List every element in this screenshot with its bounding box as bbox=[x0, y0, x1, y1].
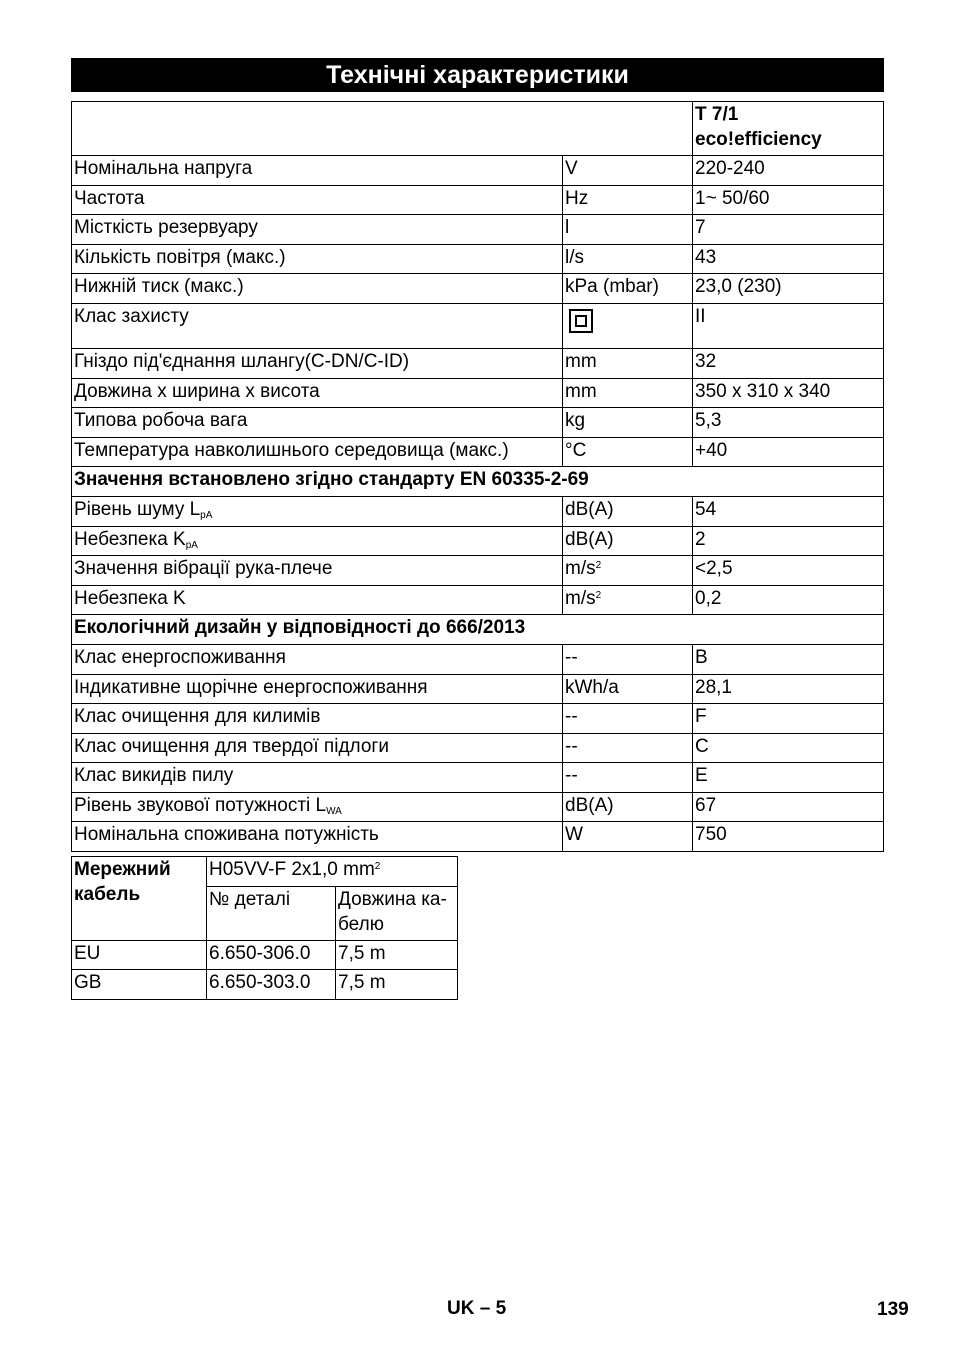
row-name: Клас викидів пилу bbox=[72, 763, 563, 793]
row-unit bbox=[563, 303, 693, 348]
table-row bbox=[72, 585, 884, 615]
row-unit: W bbox=[563, 822, 693, 852]
row-name: Типова робоча вага bbox=[72, 408, 563, 438]
row-value: E bbox=[693, 763, 884, 793]
row-unit: $m/s^2$ bbox=[563, 585, 693, 615]
table-row bbox=[72, 348, 884, 378]
table-row bbox=[72, 822, 884, 852]
cable-region: EU bbox=[72, 940, 207, 970]
row-unit: mm bbox=[563, 378, 693, 408]
page-number: 139 bbox=[877, 1299, 909, 1320]
section-header-row bbox=[72, 615, 884, 645]
cable-part: 6.650-303.0 bbox=[207, 970, 336, 1000]
table-row bbox=[72, 526, 884, 556]
cable-label: Мережний кабель bbox=[72, 857, 207, 941]
row-unit: dB(A) bbox=[563, 792, 693, 822]
row-unit: -- bbox=[563, 733, 693, 763]
row-unit: l/s bbox=[563, 244, 693, 274]
cable-length: 7,5 m bbox=[336, 970, 458, 1000]
table-row bbox=[72, 704, 884, 734]
row-name: Рівень шуму $L_{pA}$ bbox=[72, 496, 563, 526]
cable-header-row bbox=[72, 857, 458, 887]
row-name: Рівень звукової потужності $L_{WA}$ bbox=[72, 792, 563, 822]
row-unit: V bbox=[563, 156, 693, 186]
row-name: Частота bbox=[72, 185, 563, 215]
table-row-protection-class bbox=[72, 303, 884, 348]
protection-class-ii-icon bbox=[569, 309, 593, 333]
table-row bbox=[72, 185, 884, 215]
row-value: <2,5 bbox=[693, 556, 884, 586]
row-name: Місткість резервуару bbox=[72, 215, 563, 245]
row-name: Індикативне щорічне енергоспоживання bbox=[72, 674, 563, 704]
row-name: Гніздо під'єднання шлангу(C-DN/C-ID) bbox=[72, 348, 563, 378]
section-title: Значення встановлено згідно стандарту EN 60335-2-69 bbox=[72, 467, 884, 497]
cable-region: GB bbox=[72, 970, 207, 1000]
table-row bbox=[72, 644, 884, 674]
row-value: 220-240 bbox=[693, 156, 884, 186]
row-unit: -- bbox=[563, 704, 693, 734]
row-value: 0,2 bbox=[693, 585, 884, 615]
table-row bbox=[72, 940, 458, 970]
row-unit: dB(A) bbox=[563, 496, 693, 526]
row-unit: -- bbox=[563, 644, 693, 674]
table-row bbox=[72, 378, 884, 408]
row-name: Номінальна напруга bbox=[72, 156, 563, 186]
table-row bbox=[72, 437, 884, 467]
row-name: Клас очищення для килимів bbox=[72, 704, 563, 734]
row-value: 67 bbox=[693, 792, 884, 822]
table-row bbox=[72, 408, 884, 438]
table-row bbox=[72, 215, 884, 245]
table-row bbox=[72, 970, 458, 1000]
page-title: Технічні характеристики bbox=[71, 58, 884, 92]
table-row bbox=[72, 156, 884, 186]
row-name: Нижній тиск (макс.) bbox=[72, 274, 563, 304]
row-value: 54 bbox=[693, 496, 884, 526]
row-unit: °C bbox=[563, 437, 693, 467]
section-title: Екологічний дизайн у відповідності до 666/2013 bbox=[72, 615, 884, 645]
row-name: Клас захисту bbox=[72, 303, 563, 348]
row-value: C bbox=[693, 733, 884, 763]
row-unit: Hz bbox=[563, 185, 693, 215]
table-row bbox=[72, 274, 884, 304]
header-empty-cell bbox=[72, 102, 693, 156]
row-value: 43 bbox=[693, 244, 884, 274]
row-value: F bbox=[693, 704, 884, 734]
row-name: Кількість повітря (макс.) bbox=[72, 244, 563, 274]
row-value: 7 bbox=[693, 215, 884, 245]
row-value: 750 bbox=[693, 822, 884, 852]
row-unit: kg bbox=[563, 408, 693, 438]
model-header bbox=[693, 102, 884, 156]
row-unit: $m/s^2$ bbox=[563, 556, 693, 586]
table-row bbox=[72, 763, 884, 793]
table-row bbox=[72, 556, 884, 586]
table-row bbox=[72, 792, 884, 822]
row-value: B bbox=[693, 644, 884, 674]
row-name: Довжина х ширина х висота bbox=[72, 378, 563, 408]
technical-data-table bbox=[71, 101, 884, 852]
table-row bbox=[72, 674, 884, 704]
cable-length: 7,5 m bbox=[336, 940, 458, 970]
row-value: 5,3 bbox=[693, 408, 884, 438]
row-name: Значення вібрації рука-плече bbox=[72, 556, 563, 586]
cable-part: 6.650-306.0 bbox=[207, 940, 336, 970]
row-name: Небезпека $K_{pA}$ bbox=[72, 526, 563, 556]
row-unit: dB(A) bbox=[563, 526, 693, 556]
row-value: 32 bbox=[693, 348, 884, 378]
row-unit: l bbox=[563, 215, 693, 245]
model-suffix: eco!efficiency bbox=[695, 129, 822, 150]
row-value: 28,1 bbox=[693, 674, 884, 704]
row-unit: mm bbox=[563, 348, 693, 378]
row-value: +40 bbox=[693, 437, 884, 467]
row-unit: -- bbox=[563, 763, 693, 793]
model-name: T 7/1 bbox=[695, 104, 739, 125]
cable-col-part: № деталі bbox=[207, 886, 336, 940]
row-name: Небезпека K bbox=[72, 585, 563, 615]
cable-spec: H05VV-F 2x1,0 $mm^2$ bbox=[207, 857, 458, 887]
table-row bbox=[72, 244, 884, 274]
table-header-row bbox=[72, 102, 884, 156]
row-value: II bbox=[693, 303, 884, 348]
row-name: Температура навколишнього середовища (макс.) bbox=[72, 437, 563, 467]
section-header-row bbox=[72, 467, 884, 497]
row-name: Клас енергоспоживання bbox=[72, 644, 563, 674]
table-row bbox=[72, 496, 884, 526]
cable-col-length: Довжина ка-белю bbox=[336, 886, 458, 940]
row-value: 2 bbox=[693, 526, 884, 556]
row-unit: kWh/a bbox=[563, 674, 693, 704]
row-value: 1~ 50/60 bbox=[693, 185, 884, 215]
footer-section-label: UK – 5 bbox=[447, 1298, 507, 1319]
row-unit: kPa (mbar) bbox=[563, 274, 693, 304]
row-name: Номінальна споживана потужність bbox=[72, 822, 563, 852]
row-name: Клас очищення для твердої підлоги bbox=[72, 733, 563, 763]
power-cable-table bbox=[71, 856, 458, 1000]
row-value: 350 x 310 x 340 bbox=[693, 378, 884, 408]
row-value: 23,0 (230) bbox=[693, 274, 884, 304]
table-row bbox=[72, 733, 884, 763]
